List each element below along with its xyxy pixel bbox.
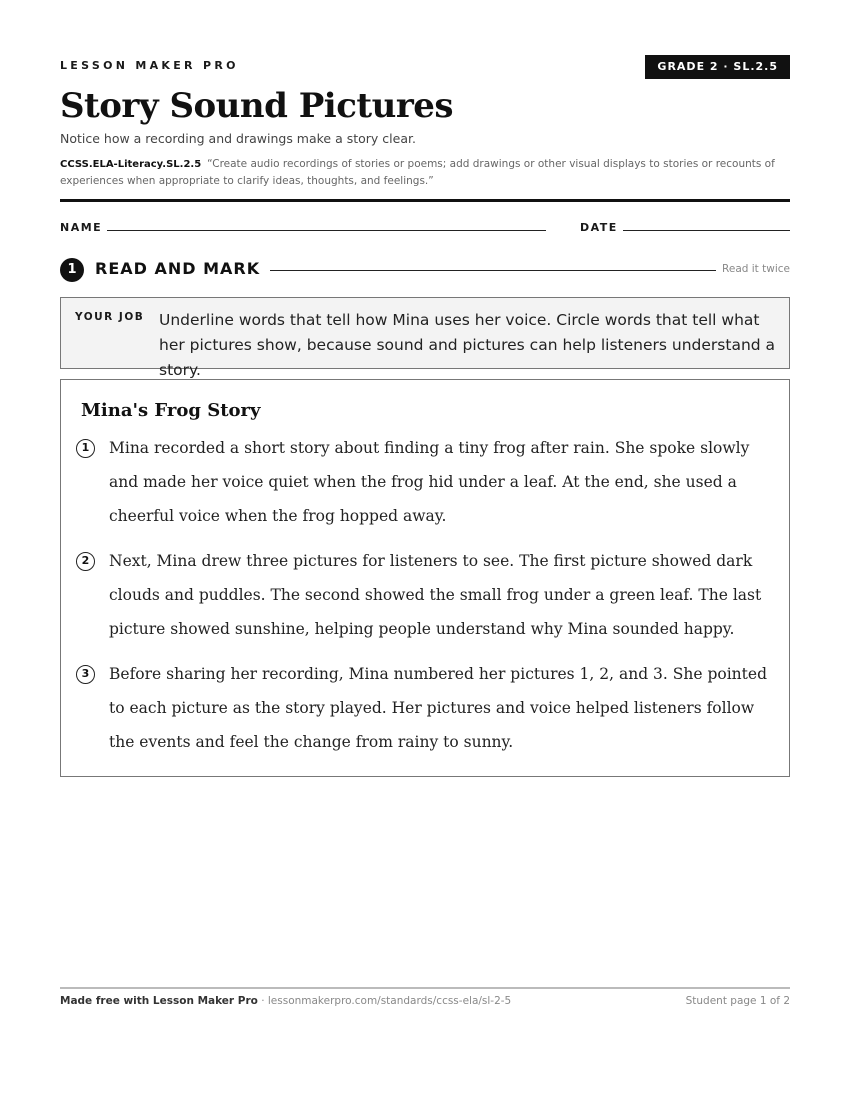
paragraph-text: Next, Mina drew three pictures for listeners to see. The first picture showed dark clouds and puddles. The second showed the small frog under a green leaf. The last picture showed sunshine, helping people understand why Mina sounded happy.: [109, 552, 762, 638]
name-label: NAME: [60, 221, 103, 234]
section-hint: Read it twice: [722, 263, 790, 275]
story-passage: [60, 379, 790, 777]
standard-text: “Create audio recordings of stories or poems; add drawings or other visual displays to stories or recounts of experiences when appropriate to clarify ideas, thoughts, and feelings.”: [60, 158, 775, 187]
footer-made-with: Made free with Lesson Maker Pro: [60, 995, 258, 1007]
footer-divider: [60, 987, 790, 989]
story-title: Mina's Frog Story: [81, 400, 261, 421]
paragraph-text: Before sharing her recording, Mina numbered her pictures 1, 2, and 3. She pointed to each picture as the story played. Her pictures and voice helped listeners follow the events and feel the change from rainy to sunny.: [109, 665, 767, 751]
name-field[interactable]: [107, 230, 546, 231]
section-number-badge: 1: [60, 258, 84, 282]
footer-page-info: Student page 1 of 2: [685, 995, 790, 1007]
grade-badge: GRADE 2 · SL.2.5: [645, 55, 790, 79]
instructions-box: [60, 297, 790, 379]
footer-credit: [60, 995, 511, 1007]
paragraph-number-icon: 3: [76, 665, 95, 684]
paragraph-number-icon: 1: [76, 439, 95, 458]
paragraph-number-icon: 2: [76, 552, 95, 571]
footer-url-link[interactable]: lessonmakerpro.com/standards/ccss-ela/sl-2-5: [267, 995, 512, 1007]
paragraph-text: Mina recorded a short story about finding a tiny frog after rain. She spoke slowly and made her voice quiet when the frog hid under a leaf. At the end, she used a cheerful voice when the frog hopped away.: [109, 439, 750, 525]
date-label: DATE: [580, 221, 618, 234]
page-subtitle: Notice how a recording and drawings make a story clear.: [60, 131, 416, 146]
instructions-label: YOUR JOB: [75, 311, 145, 323]
instructions-text: Underline words that tell how Mina uses her voice. Circle words that tell what her pictures show, because sound and pictures can help listeners understand a story.: [159, 311, 776, 379]
footer-separator: ·: [257, 995, 268, 1007]
brand-name: LESSON MAKER PRO: [60, 59, 239, 72]
section-title: READ AND MARK: [95, 259, 261, 278]
worksheet-page: [60, 0, 790, 1100]
date-field[interactable]: [623, 230, 790, 231]
section-divider: [270, 270, 716, 271]
standard-description: [60, 156, 790, 190]
page-title: Story Sound Pictures: [60, 86, 454, 126]
standard-code: CCSS.ELA-Literacy.SL.2.5: [60, 159, 202, 170]
header-divider: [60, 199, 790, 202]
